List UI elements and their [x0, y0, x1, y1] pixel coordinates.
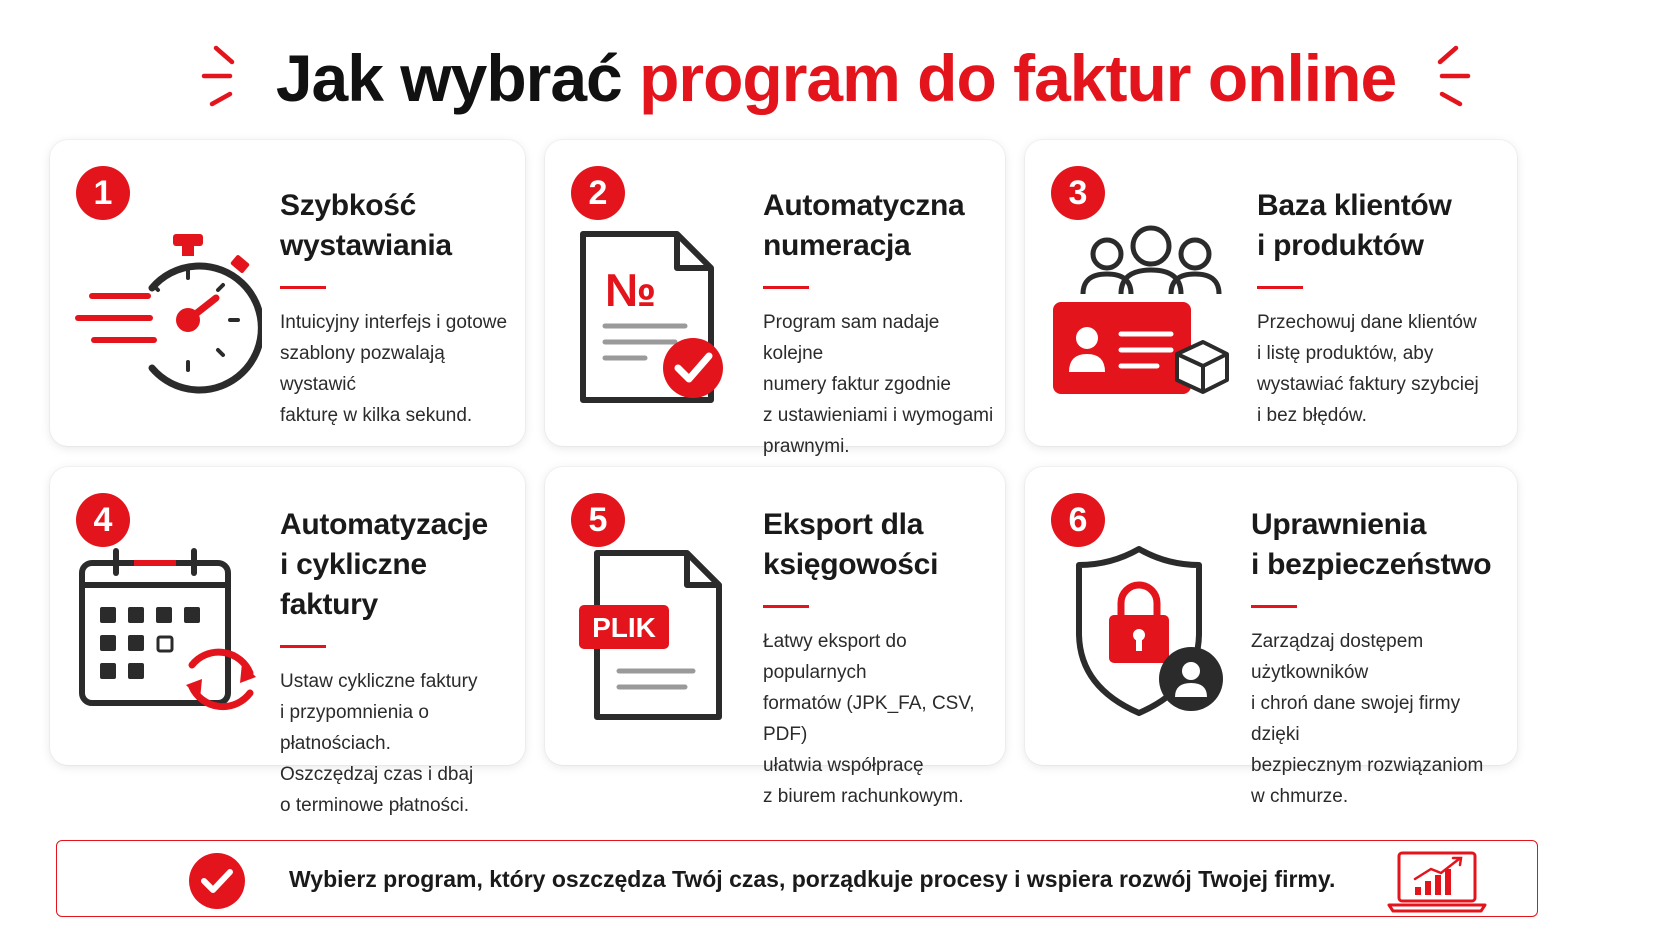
card-text — [280, 186, 520, 431]
card-description: Program sam nadaje kolejne numery faktur zgodnie z ustawieniami i wymogami prawnymi. — [763, 312, 994, 457]
security-shield-icon — [1063, 543, 1243, 723]
card-text — [1251, 505, 1513, 812]
file-export-icon — [575, 549, 735, 729]
page-title — [276, 40, 1396, 116]
title-red-part: program do faktur online — [639, 41, 1397, 115]
numbered-document-icon — [575, 228, 735, 408]
feature-card-database — [1025, 140, 1517, 446]
card-title: Eksport dla księgowości — [763, 508, 939, 581]
feature-card-export — [545, 467, 1005, 807]
footer-banner — [56, 840, 1538, 917]
title-underline — [763, 286, 809, 289]
card-title: Szybkość wystawiania — [280, 189, 452, 262]
stopwatch-icon — [72, 228, 262, 398]
client-database-icon — [1047, 222, 1237, 402]
card-number-badge: 5 — [571, 493, 625, 547]
recurring-calendar-icon — [76, 545, 266, 725]
card-description: Przechowuj dane klientów i listę produktów, aby wystawiać faktury szybciej i bez błędów. — [1257, 312, 1479, 426]
card-description: Intuicyjny interfejs i gotowe szablony pozwalają wystawić fakturę w kilka sekund. — [280, 312, 508, 426]
card-number-badge: 3 — [1051, 166, 1105, 220]
card-title: Baza klientów i produktów — [1257, 189, 1452, 262]
check-circle-icon — [187, 851, 247, 911]
title-underline — [1251, 605, 1297, 608]
card-number-badge: 4 — [76, 493, 130, 547]
feature-card-numbering — [545, 140, 1005, 457]
title-underline — [1257, 286, 1303, 289]
card-text — [763, 505, 1003, 812]
card-text — [280, 505, 520, 821]
numero-sign: № — [605, 264, 657, 316]
card-text — [763, 186, 998, 462]
burst-left-icon — [194, 38, 252, 118]
title-underline — [280, 286, 326, 289]
title-underline — [280, 645, 326, 648]
card-number-badge: 6 — [1051, 493, 1105, 547]
title-black-part: Jak wybrać — [275, 41, 622, 115]
card-description: Zarządzaj dostępem użytkowników i chroń dane swojej firmy dzięki bezpiecznym rozwiązaniom w chmurze. — [1251, 631, 1484, 807]
feature-card-speed — [50, 140, 525, 446]
plik-label: PLIK — [592, 612, 656, 643]
title-underline — [763, 605, 809, 608]
feature-card-security — [1025, 467, 1517, 807]
laptop-chart-icon — [1387, 849, 1487, 913]
card-text — [1257, 186, 1512, 431]
card-number-badge: 2 — [571, 166, 625, 220]
card-number-badge: 1 — [76, 166, 130, 220]
feature-card-automation — [50, 467, 525, 816]
card-description: Ustaw cykliczne faktury i przypomnienia o płatnościach. Oszczędzaj czas i dbaj o terminowe płatności. — [280, 671, 478, 816]
page-header — [0, 28, 1672, 128]
footer-text: Wybierz program, który oszczędza Twój czas, porządkuje procesy i wspiera rozwój Twojej firmy. — [289, 866, 1336, 892]
card-title: Automatyczna numeracja — [763, 189, 965, 262]
burst-right-icon — [1420, 38, 1478, 118]
card-description: Łatwy eksport do popularnych formatów (JPK_FA, CSV, PDF) ułatwia współpracę z biurem rachunkowym. — [763, 631, 975, 807]
card-title: Automatyzacje i cykliczne faktury — [280, 508, 488, 621]
card-title: Uprawnienia i bezpieczeństwo — [1251, 508, 1492, 581]
